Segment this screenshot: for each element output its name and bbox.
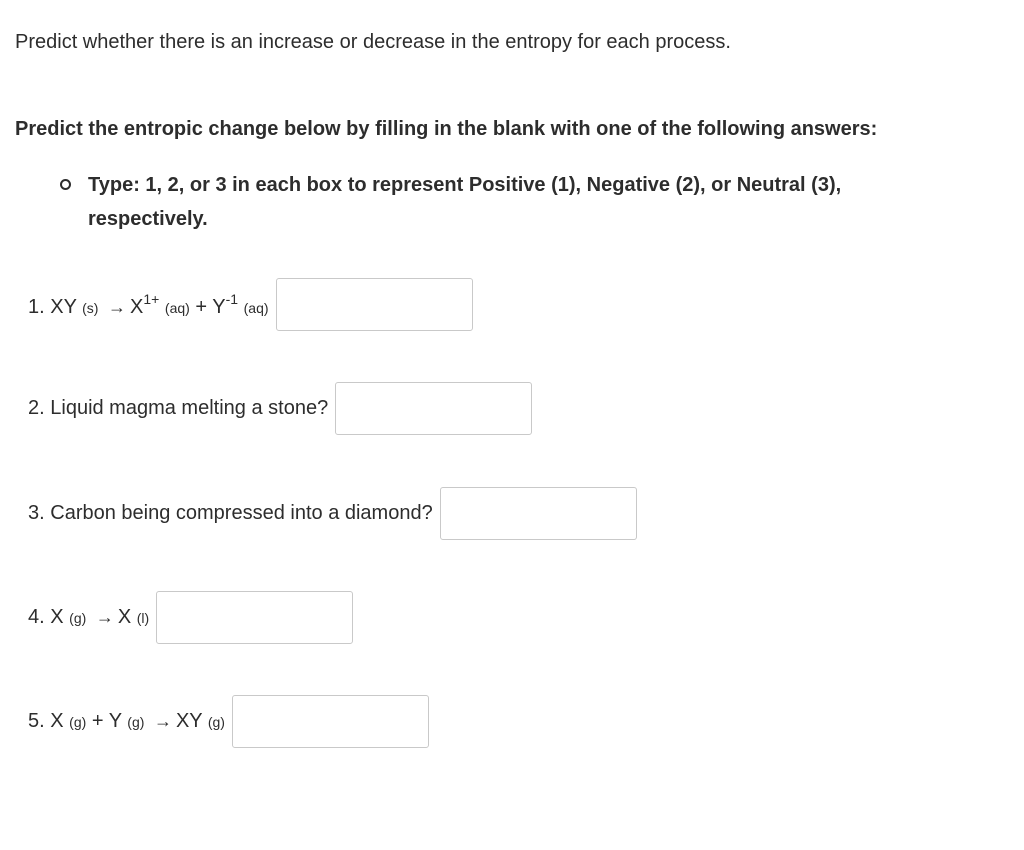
question-number: 3. — [28, 502, 45, 524]
reactant-1-state: (g) — [69, 714, 87, 730]
reactant-state: (g) — [69, 610, 87, 626]
question-3-text — [28, 502, 433, 525]
product: X — [117, 606, 132, 628]
reaction-arrow-icon: → — [108, 296, 127, 317]
question-4 — [28, 591, 353, 644]
intro-text: Predict whether there is an increase or decrease in the entropy for each process. — [15, 31, 731, 53]
question-2 — [28, 382, 532, 435]
product-state: (g) — [207, 714, 225, 730]
product-1: X — [130, 295, 144, 318]
product-2-charge: -1 — [225, 290, 239, 307]
product-2-state: (aq) — [243, 299, 269, 316]
reactant-2-state: (g) — [127, 714, 145, 730]
product-1-state: (aq) — [164, 299, 190, 316]
answer-input-2[interactable] — [335, 382, 532, 435]
reaction-arrow-icon: → — [95, 607, 114, 627]
question-5-equation — [28, 710, 225, 733]
question-prompt: Liquid magma melting a stone? — [50, 397, 329, 419]
question-3 — [28, 487, 637, 540]
instruction-heading: Predict the entropic change below by filling in the blank with one of the following answers: — [15, 118, 878, 140]
answer-input-3[interactable] — [440, 487, 637, 540]
question-number: 1. — [28, 295, 45, 318]
question-1 — [28, 278, 473, 331]
question-2-text — [28, 397, 328, 420]
reactant-2: Y — [108, 710, 122, 732]
product-1-charge: 1+ — [143, 290, 160, 307]
reactant: X — [50, 606, 64, 628]
question-number: 2. — [28, 397, 45, 419]
question-4-equation — [28, 606, 149, 629]
plus-sign: + — [195, 295, 208, 318]
reactant-1: X — [50, 710, 64, 732]
question-number: 5. — [28, 710, 45, 732]
question-1-equation — [28, 291, 269, 319]
reaction-arrow-icon: → — [153, 711, 172, 731]
product-2: Y — [212, 295, 226, 318]
answer-input-4[interactable] — [156, 591, 353, 644]
answer-input-1[interactable] — [276, 278, 473, 331]
hollow-circle-bullet-icon — [60, 179, 71, 190]
list-item — [58, 168, 908, 236]
plus-sign: + — [91, 710, 104, 732]
question-number: 4. — [28, 606, 45, 628]
product: XY — [175, 710, 203, 732]
question-5 — [28, 695, 429, 748]
instruction-list — [58, 168, 908, 236]
question-prompt: Carbon being compressed into a diamond? — [50, 502, 433, 524]
bullet-text: Type: 1, 2, or 3 in each box to represent Positive (1), Negative (2), or Neutral (3), respectively. — [88, 174, 842, 230]
reactant-state: (s) — [82, 299, 99, 316]
answer-input-5[interactable] — [232, 695, 429, 748]
product-state: (l) — [136, 610, 150, 626]
reactant: XY — [50, 295, 77, 318]
